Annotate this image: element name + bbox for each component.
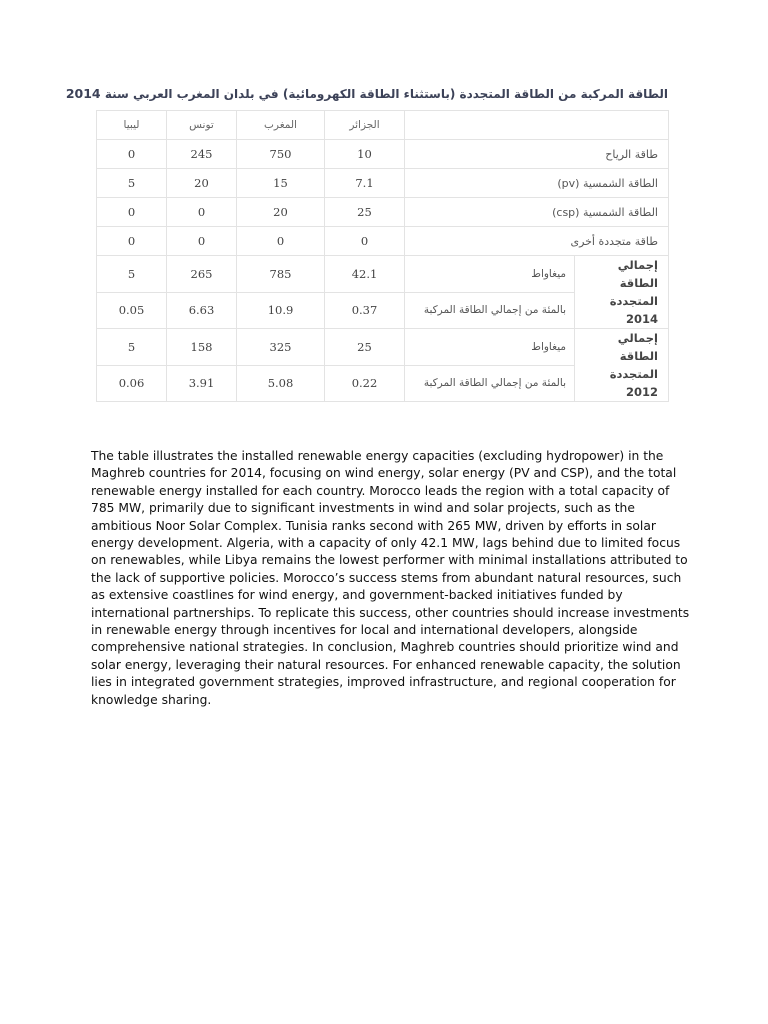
table-cell: 0.05 <box>97 292 167 329</box>
row-label: الطاقة الشمسية (csp) <box>405 198 669 227</box>
table-row <box>97 329 669 366</box>
table-cell: 15 <box>237 169 325 198</box>
table-cell: 0 <box>167 227 237 256</box>
table-cell: 325 <box>237 329 325 366</box>
row-sublabel: ميغاواط <box>405 329 575 366</box>
row-sublabel: بالمئة من إجمالي الطاقة المركبة <box>405 365 575 402</box>
table-cell: 5 <box>97 329 167 366</box>
table-title-year: 2014 <box>65 86 101 101</box>
header-empty-cell <box>405 111 669 140</box>
table-cell: 245 <box>167 140 237 169</box>
table-figure <box>65 82 668 402</box>
table-cell: 785 <box>237 256 325 293</box>
body-paragraph: The table illustrates the installed renewable energy capacities (excluding hydropower) in the Maghreb countries for 2014, focusing on wind energy, solar energy (PV and CSP), and the total renewable energy installed for each country. Morocco leads the region with a total capacity of 785 MW, primarily due to significant investments in wind and solar projects, such as the ambitious Noor Solar Complex. Tunisia ranks second with 265 MW, driven by efforts in solar energy development. Algeria, with a capacity of only 42.1 MW, lags behind due to limited focus on renewables, while Libya remains the lowest performer with minimal installations attributed to the lack of supportive policies. Morocco’s success stems from abundant natural resources, such as extensive coastlines for wind energy, and government-backed initiatives funded by international partnerships. To replicate this success, other countries should increase investments in renewable energy through incentives for local and international developers, alongside comprehensive national strategies. In conclusion, Maghreb countries should prioritize wind and solar energy, leveraging their natural resources. For enhanced renewable capacity, the solution lies in integrated government strategies, improved infrastructure, and regional cooperation for knowledge sharing. <box>91 449 690 707</box>
table-cell: 10.9 <box>237 292 325 329</box>
table-cell: 0 <box>325 227 405 256</box>
table-cell: 0 <box>97 140 167 169</box>
energy-table <box>96 110 669 402</box>
table-cell: 158 <box>167 329 237 366</box>
row-sublabel: ميغاواط <box>405 256 575 293</box>
table-row <box>97 256 669 293</box>
table-cell: 25 <box>325 329 405 366</box>
table-cell: 3.91 <box>167 365 237 402</box>
header-morocco: المغرب <box>237 111 325 140</box>
table-cell: 0 <box>237 227 325 256</box>
table-cell: 10 <box>325 140 405 169</box>
table-cell: 20 <box>237 198 325 227</box>
table-cell: 6.63 <box>167 292 237 329</box>
header-tunisia: تونس <box>167 111 237 140</box>
table-cell: 25 <box>325 198 405 227</box>
table-cell: 750 <box>237 140 325 169</box>
header-libya: ليبيا <box>97 111 167 140</box>
table-cell: 42.1 <box>325 256 405 293</box>
table-cell: 7.1 <box>325 169 405 198</box>
table-cell: 0 <box>97 227 167 256</box>
table-title <box>65 82 668 110</box>
table-header-row <box>97 111 669 140</box>
table-row <box>97 169 669 198</box>
table-cell: 5 <box>97 169 167 198</box>
table-cell: 0 <box>97 198 167 227</box>
table-cell: 265 <box>167 256 237 293</box>
table-cell: 0.06 <box>97 365 167 402</box>
table-cell: 20 <box>167 169 237 198</box>
table-cell: 5.08 <box>237 365 325 402</box>
table-cell: 0.22 <box>325 365 405 402</box>
table-row <box>97 198 669 227</box>
table-row <box>97 227 669 256</box>
table-cell: 0 <box>167 198 237 227</box>
row-label: طاقة الرياح <box>405 140 669 169</box>
row-label: طاقة متجددة أخرى <box>405 227 669 256</box>
table-row <box>97 140 669 169</box>
row-label: الطاقة الشمسية (pv) <box>405 169 669 198</box>
group-label-2012: إجمالي الطاقة المتجددة 2012 <box>575 329 669 402</box>
header-algeria: الجزائر <box>325 111 405 140</box>
group-label-2014: إجمالي الطاقة المتجددة 2014 <box>575 256 669 329</box>
table-cell: 5 <box>97 256 167 293</box>
table-cell: 0.37 <box>325 292 405 329</box>
row-sublabel: بالمئة من إجمالي الطاقة المركبة <box>405 292 575 329</box>
table-title-text: الطاقة المركبة من الطاقة المتجددة (باستثناء الطاقة الكهرومائية) في بلدان المغرب العربي سنة <box>104 87 668 101</box>
